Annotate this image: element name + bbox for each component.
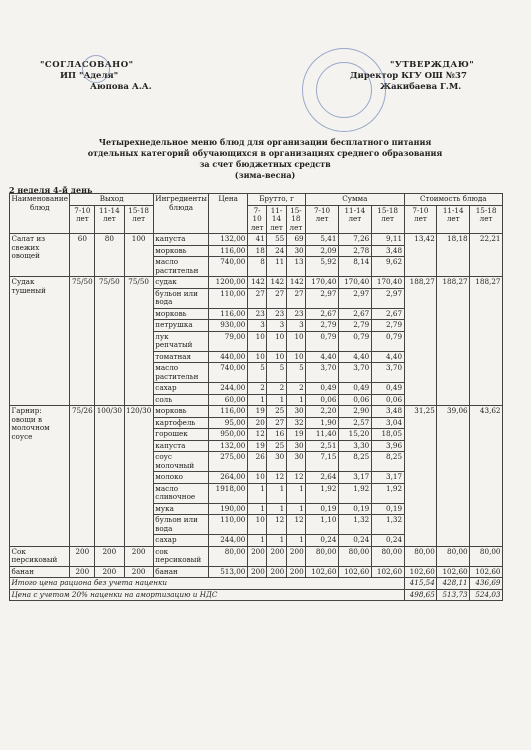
header-gross-age-3: 15-18 лет (286, 205, 305, 234)
total-value-cell: 498,65 (404, 589, 437, 601)
ingredient-sum-cell: 170,40 (371, 277, 404, 289)
ingredient-price-cell: 244,00 (209, 383, 247, 395)
dish-cost-cell: 31,25 (404, 406, 437, 547)
ingredient-gross-cell: 19 (247, 406, 266, 418)
header-output: Выход (70, 194, 153, 206)
ingredient-sum-cell: 3,17 (338, 472, 371, 484)
ingredient-gross-cell: 23 (267, 308, 286, 320)
ingredient-gross-cell: 3 (247, 320, 266, 332)
ingredient-sum-cell: 2,97 (306, 288, 339, 308)
ingredient-name-cell: молоко (153, 472, 209, 484)
total-value-cell: 415,54 (404, 578, 437, 590)
ingredient-gross-cell: 27 (286, 288, 305, 308)
ingredient-price-cell: 80,00 (209, 546, 247, 566)
approval-right-title: "УТВЕРЖДАЮ" (390, 60, 475, 70)
ingredient-gross-cell: 10 (247, 331, 266, 351)
ingredient-name-cell: бульон или вода (153, 515, 209, 535)
ingredient-sum-cell: 0,79 (371, 331, 404, 351)
approval-left-org: ИП "Аделя" (60, 71, 119, 81)
ingredient-sum-cell: 3,30 (338, 440, 371, 452)
ingredient-gross-cell: 3 (267, 320, 286, 332)
ingredient-gross-cell: 200 (267, 566, 286, 578)
dish-cost-cell: 22,21 (470, 234, 503, 277)
ingredient-gross-cell: 10 (267, 331, 286, 351)
ingredient-sum-cell: 2,57 (338, 417, 371, 429)
ingredient-name-cell: томатная (153, 351, 209, 363)
ingredient-name-cell: лук репчатый (153, 331, 209, 351)
ingredient-price-cell: 930,00 (209, 320, 247, 332)
ingredient-gross-cell: 200 (286, 546, 305, 566)
ingredient-sum-cell: 2,97 (338, 288, 371, 308)
ingredient-sum-cell: 0,49 (306, 383, 339, 395)
ingredient-gross-cell: 19 (286, 429, 305, 441)
ingredient-sum-cell: 9,62 (371, 257, 404, 277)
title-line-3: за счет бюджетных средств (199, 159, 331, 169)
title-line-1: Четырехнедельное меню блюд для организации бесплатного питания (98, 137, 432, 147)
ingredient-gross-cell: 25 (267, 440, 286, 452)
header-output-age-2: 11-14 лет (95, 205, 124, 234)
ingredient-sum-cell: 0,19 (306, 503, 339, 515)
approval-left-person: Аюпова А.А. (90, 82, 152, 92)
header-output-age-3: 15-18 лет (124, 205, 153, 234)
ingredient-gross-cell: 3 (286, 320, 305, 332)
ingredient-gross-cell: 30 (286, 452, 305, 472)
dish-cost-cell: 102,60 (437, 566, 470, 578)
ingredient-gross-cell: 26 (247, 452, 266, 472)
ingredient-name-cell: сахар (153, 383, 209, 395)
ingredient-gross-cell: 10 (247, 472, 266, 484)
ingredient-gross-cell: 11 (267, 257, 286, 277)
dish-output-cell: 75/26 (70, 406, 95, 547)
ingredient-sum-cell: 3,70 (306, 363, 339, 383)
ingredient-gross-cell: 1 (267, 394, 286, 406)
ingredient-gross-cell: 1 (247, 503, 266, 515)
dish-output-cell: 200 (124, 546, 153, 566)
seal-stamp-right-inner (316, 62, 372, 118)
ingredient-sum-cell: 102,60 (371, 566, 404, 578)
ingredient-name-cell: судак (153, 277, 209, 289)
header-output-age-1: 7-10 лет (70, 205, 95, 234)
dish-cost-cell: 18,18 (437, 234, 470, 277)
dish-output-cell: 200 (70, 566, 95, 578)
ingredient-price-cell: 110,00 (209, 288, 247, 308)
ingredient-gross-cell: 5 (267, 363, 286, 383)
ingredient-gross-cell: 19 (247, 440, 266, 452)
ingredient-sum-cell: 7,26 (338, 234, 371, 246)
ingredient-sum-cell: 7,15 (306, 452, 339, 472)
ingredient-gross-cell: 24 (267, 245, 286, 257)
title-line-2: отдельных категорий обучающихся в организациях среднего образования (87, 148, 443, 158)
ingredient-sum-cell: 2,51 (306, 440, 339, 452)
ingredient-sum-cell: 4,40 (371, 351, 404, 363)
dish-output-cell: 75/50 (95, 277, 124, 406)
ingredient-gross-cell: 1 (286, 483, 305, 503)
ingredient-name-cell: сок персиковый (153, 546, 209, 566)
ingredient-sum-cell: 170,40 (338, 277, 371, 289)
ingredient-gross-cell: 30 (286, 406, 305, 418)
dish-output-cell: 75/50 (70, 277, 95, 406)
ingredient-sum-cell: 1,90 (306, 417, 339, 429)
approval-left-title: "СОГЛАСОВАНО" (40, 60, 134, 70)
dish-cost-cell: 188,27 (470, 277, 503, 406)
total-value-cell: 513,73 (437, 589, 470, 601)
total-label-cell: Цена с учетом 20% наценки на амортизацию и НДС (10, 589, 405, 601)
ingredient-sum-cell: 15,20 (338, 429, 371, 441)
table-row (10, 234, 503, 246)
ingredient-sum-cell: 102,60 (338, 566, 371, 578)
dish-cost-cell: 102,60 (404, 566, 437, 578)
ingredient-sum-cell: 2,09 (306, 245, 339, 257)
ingredient-name-cell: сахар (153, 535, 209, 547)
ingredient-name-cell: морковь (153, 406, 209, 418)
ingredient-sum-cell: 0,79 (306, 331, 339, 351)
ingredient-sum-cell: 4,40 (306, 351, 339, 363)
ingredient-sum-cell: 0,79 (338, 331, 371, 351)
ingredient-sum-cell: 1,92 (338, 483, 371, 503)
table-row (10, 277, 503, 289)
ingredient-sum-cell: 2,67 (338, 308, 371, 320)
table-row (10, 546, 503, 566)
ingredient-name-cell: соль (153, 394, 209, 406)
menu-table (9, 193, 503, 601)
ingredient-sum-cell: 8,14 (338, 257, 371, 277)
ingredient-gross-cell: 1 (286, 535, 305, 547)
ingredient-sum-cell: 8,25 (371, 452, 404, 472)
ingredient-gross-cell: 25 (267, 406, 286, 418)
ingredient-name-cell: капуста (153, 440, 209, 452)
dish-name-cell: Судак тушеный (10, 277, 70, 406)
ingredient-gross-cell: 142 (286, 277, 305, 289)
ingredient-sum-cell: 170,40 (306, 277, 339, 289)
dish-name-cell: Сок персиковый (10, 546, 70, 566)
dish-cost-cell: 188,27 (404, 277, 437, 406)
ingredient-sum-cell: 0,06 (338, 394, 371, 406)
ingredient-price-cell: 740,00 (209, 257, 247, 277)
dish-output-cell: 60 (70, 234, 95, 277)
ingredient-gross-cell: 1 (247, 483, 266, 503)
ingredient-sum-cell: 1,92 (371, 483, 404, 503)
ingredient-gross-cell: 200 (267, 546, 286, 566)
ingredient-price-cell: 79,00 (209, 331, 247, 351)
header-sum-age-3: 15-18 лет (371, 205, 404, 234)
ingredient-gross-cell: 5 (286, 363, 305, 383)
ingredient-sum-cell: 1,10 (306, 515, 339, 535)
ingredient-sum-cell: 0,06 (306, 394, 339, 406)
seal-stamp-left (82, 55, 110, 83)
ingredient-name-cell: морковь (153, 245, 209, 257)
document-title (40, 137, 490, 181)
ingredient-sum-cell: 0,49 (338, 383, 371, 395)
header-gross-age-1: 7-10 лет (247, 205, 266, 234)
dish-name-cell: Гарнир: овощи в молочном соусе (10, 406, 70, 547)
dish-cost-cell: 188,27 (437, 277, 470, 406)
ingredient-sum-cell: 4,40 (338, 351, 371, 363)
ingredient-name-cell: масло сливочное (153, 483, 209, 503)
ingredient-price-cell: 1918,00 (209, 483, 247, 503)
ingredient-gross-cell: 10 (267, 351, 286, 363)
ingredient-gross-cell: 23 (286, 308, 305, 320)
ingredient-sum-cell: 1,32 (338, 515, 371, 535)
dish-output-cell: 80 (95, 234, 124, 277)
ingredient-sum-cell: 3,70 (371, 363, 404, 383)
ingredient-sum-cell: 2,79 (338, 320, 371, 332)
dish-output-cell: 120/30 (124, 406, 153, 547)
approval-right-person: Жакибаева Г.М. (380, 82, 462, 92)
ingredient-name-cell: горошек (153, 429, 209, 441)
ingredient-gross-cell: 12 (247, 429, 266, 441)
ingredient-sum-cell: 80,00 (371, 546, 404, 566)
header-sum-age-2: 11-14 лет (338, 205, 371, 234)
ingredient-sum-cell: 2,90 (338, 406, 371, 418)
ingredient-gross-cell: 69 (286, 234, 305, 246)
ingredient-gross-cell: 10 (286, 331, 305, 351)
ingredient-sum-cell: 2,67 (306, 308, 339, 320)
ingredient-gross-cell: 142 (247, 277, 266, 289)
ingredient-gross-cell: 2 (267, 383, 286, 395)
ingredient-name-cell: соус молочный (153, 452, 209, 472)
ingredient-gross-cell: 41 (247, 234, 266, 246)
ingredient-gross-cell: 12 (286, 472, 305, 484)
header-gross: Брутто, г (247, 194, 305, 206)
ingredient-sum-cell: 80,00 (338, 546, 371, 566)
ingredient-sum-cell: 0,24 (306, 535, 339, 547)
ingredient-sum-cell: 0,06 (371, 394, 404, 406)
ingredient-gross-cell: 1 (267, 535, 286, 547)
ingredient-sum-cell: 3,48 (371, 245, 404, 257)
ingredient-gross-cell: 1 (247, 394, 266, 406)
ingredient-gross-cell: 200 (247, 566, 266, 578)
dish-output-cell: 200 (70, 546, 95, 566)
ingredient-price-cell: 60,00 (209, 394, 247, 406)
ingredient-sum-cell: 3,48 (371, 406, 404, 418)
ingredient-gross-cell: 200 (247, 546, 266, 566)
ingredient-gross-cell: 142 (267, 277, 286, 289)
header-sum-age-1: 7-10 лет (306, 205, 339, 234)
dish-output-cell: 100 (124, 234, 153, 277)
ingredient-sum-cell: 102,60 (306, 566, 339, 578)
total-value-cell: 524,03 (470, 589, 503, 601)
ingredient-gross-cell: 10 (247, 515, 266, 535)
ingredient-name-cell: капуста (153, 234, 209, 246)
ingredient-sum-cell: 8,25 (338, 452, 371, 472)
ingredient-gross-cell: 30 (267, 452, 286, 472)
total-value-cell: 436,69 (470, 578, 503, 590)
ingredient-gross-cell: 20 (247, 417, 266, 429)
header-price: Цена (209, 194, 247, 234)
ingredient-gross-cell: 1 (247, 535, 266, 547)
ingredient-sum-cell: 1,32 (371, 515, 404, 535)
ingredient-sum-cell: 2,79 (371, 320, 404, 332)
ingredient-sum-cell: 0,49 (371, 383, 404, 395)
ingredient-price-cell: 190,00 (209, 503, 247, 515)
dish-output-cell: 200 (95, 566, 124, 578)
ingredient-name-cell: масло растительн (153, 257, 209, 277)
ingredient-name-cell: морковь (153, 308, 209, 320)
ingredient-sum-cell: 2,79 (306, 320, 339, 332)
ingredient-price-cell: 116,00 (209, 406, 247, 418)
ingredient-sum-cell: 5,41 (306, 234, 339, 246)
dish-cost-cell: 13,42 (404, 234, 437, 277)
total-value-cell: 428,11 (437, 578, 470, 590)
approval-right-role: Директор КГУ ОШ №37 (350, 71, 467, 81)
ingredient-price-cell: 440,00 (209, 351, 247, 363)
ingredient-gross-cell: 55 (267, 234, 286, 246)
ingredient-sum-cell: 11,40 (306, 429, 339, 441)
dish-output-cell: 200 (124, 566, 153, 578)
ingredient-sum-cell: 0,24 (371, 535, 404, 547)
ingredient-gross-cell: 5 (247, 363, 266, 383)
ingredient-gross-cell: 10 (247, 351, 266, 363)
ingredient-price-cell: 950,00 (209, 429, 247, 441)
ingredient-gross-cell: 2 (286, 383, 305, 395)
ingredient-gross-cell: 10 (286, 351, 305, 363)
ingredient-gross-cell: 12 (267, 515, 286, 535)
ingredient-gross-cell: 30 (286, 245, 305, 257)
ingredient-sum-cell: 3,96 (371, 440, 404, 452)
header-ingredients: Ингредиенты блюда (153, 194, 209, 234)
ingredient-name-cell: мука (153, 503, 209, 515)
table-row (10, 406, 503, 418)
dish-output-cell: 100/30 (95, 406, 124, 547)
ingredient-gross-cell: 32 (286, 417, 305, 429)
ingredient-sum-cell: 0,24 (338, 535, 371, 547)
ingredient-price-cell: 264,00 (209, 472, 247, 484)
ingredient-sum-cell: 2,20 (306, 406, 339, 418)
ingredient-gross-cell: 200 (286, 566, 305, 578)
ingredient-gross-cell: 1 (267, 483, 286, 503)
ingredient-gross-cell: 12 (286, 515, 305, 535)
ingredient-sum-cell: 2,97 (371, 288, 404, 308)
dish-output-cell: 200 (95, 546, 124, 566)
dish-cost-cell: 102,60 (470, 566, 503, 578)
ingredient-price-cell: 110,00 (209, 515, 247, 535)
ingredient-gross-cell: 12 (267, 472, 286, 484)
ingredient-price-cell: 244,00 (209, 535, 247, 547)
total-label-cell: Итого цена рациона без учета наценки (10, 578, 405, 590)
header-sum: Сумма (306, 194, 404, 206)
total-row (10, 589, 503, 601)
header-cost-age-2: 11-14 лет (437, 205, 470, 234)
ingredient-name-cell: масло растительн (153, 363, 209, 383)
ingredient-name-cell: бульон или вода (153, 288, 209, 308)
ingredient-gross-cell: 16 (267, 429, 286, 441)
dish-name-cell: банан (10, 566, 70, 578)
header-cost-age-3: 15-18 лет (470, 205, 503, 234)
ingredient-price-cell: 116,00 (209, 308, 247, 320)
ingredient-name-cell: петрушка (153, 320, 209, 332)
ingredient-gross-cell: 8 (247, 257, 266, 277)
ingredient-sum-cell: 80,00 (306, 546, 339, 566)
ingredient-gross-cell: 27 (267, 417, 286, 429)
dish-output-cell: 75/50 (124, 277, 153, 406)
header-gross-age-2: 11-14 лет (267, 205, 286, 234)
total-row (10, 578, 503, 590)
ingredient-sum-cell: 5,92 (306, 257, 339, 277)
ingredient-gross-cell: 23 (247, 308, 266, 320)
ingredient-price-cell: 95,00 (209, 417, 247, 429)
ingredient-price-cell: 740,00 (209, 363, 247, 383)
menu-table-body (10, 234, 503, 601)
ingredient-name-cell: банан (153, 566, 209, 578)
ingredient-sum-cell: 1,92 (306, 483, 339, 503)
ingredient-name-cell: картофель (153, 417, 209, 429)
ingredient-sum-cell: 0,19 (338, 503, 371, 515)
ingredient-gross-cell: 1 (286, 394, 305, 406)
ingredient-gross-cell: 13 (286, 257, 305, 277)
ingredient-gross-cell: 1 (267, 503, 286, 515)
header-cost-age-1: 7-10 лет (404, 205, 437, 234)
dish-cost-cell: 80,00 (470, 546, 503, 566)
ingredient-gross-cell: 2 (247, 383, 266, 395)
title-line-4: (зима-весна) (234, 170, 296, 180)
ingredient-gross-cell: 1 (286, 503, 305, 515)
dish-cost-cell: 43,62 (470, 406, 503, 547)
ingredient-sum-cell: 18,05 (371, 429, 404, 441)
ingredient-price-cell: 116,00 (209, 245, 247, 257)
header-dish-name: Наименование блюд (10, 194, 70, 234)
ingredient-gross-cell: 30 (286, 440, 305, 452)
ingredient-price-cell: 132,00 (209, 234, 247, 246)
week-day-label: 2 неделя 4-й день (9, 185, 93, 195)
ingredient-sum-cell: 2,64 (306, 472, 339, 484)
ingredient-price-cell: 1200,00 (209, 277, 247, 289)
ingredient-gross-cell: 18 (247, 245, 266, 257)
table-row (10, 566, 503, 578)
ingredient-sum-cell: 3,17 (371, 472, 404, 484)
ingredient-sum-cell: 2,78 (338, 245, 371, 257)
ingredient-price-cell: 275,00 (209, 452, 247, 472)
dish-cost-cell: 80,00 (404, 546, 437, 566)
ingredient-sum-cell: 9,11 (371, 234, 404, 246)
dish-cost-cell: 80,00 (437, 546, 470, 566)
ingredient-sum-cell: 3,70 (338, 363, 371, 383)
ingredient-sum-cell: 2,67 (371, 308, 404, 320)
header-cost: Стоимость блюда (404, 194, 502, 206)
ingredient-sum-cell: 0,19 (371, 503, 404, 515)
dish-cost-cell: 39,06 (437, 406, 470, 547)
ingredient-price-cell: 132,00 (209, 440, 247, 452)
ingredient-sum-cell: 3,04 (371, 417, 404, 429)
ingredient-gross-cell: 27 (247, 288, 266, 308)
dish-name-cell: Салат из свежих овощей (10, 234, 70, 277)
ingredient-price-cell: 513,00 (209, 566, 247, 578)
ingredient-gross-cell: 27 (267, 288, 286, 308)
